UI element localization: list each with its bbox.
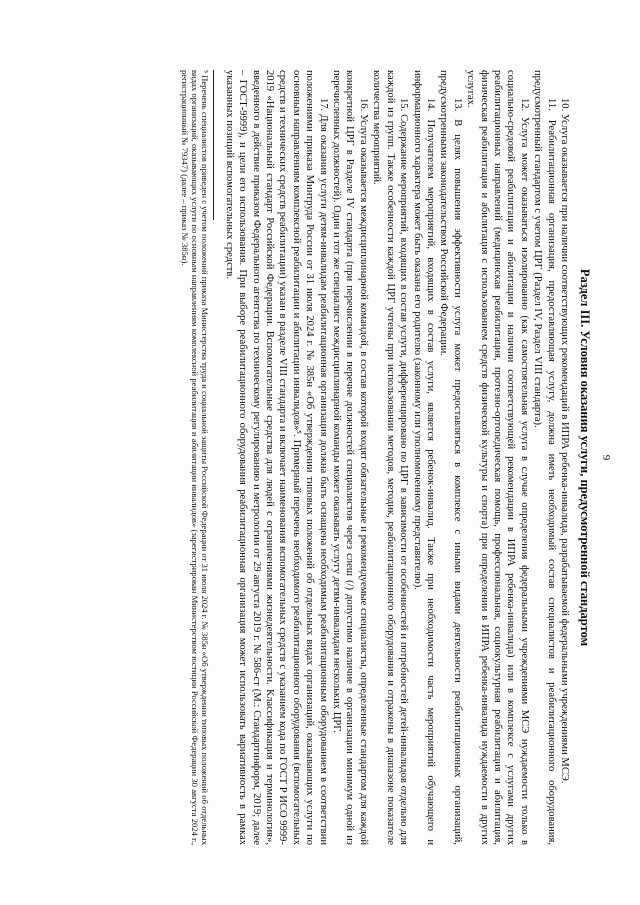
- footnote: ⁵ Перечень специалистов приведен с учетом положений приказа Министерства труда и социальной защиты Российской Федерации от 31 июля 2024 г. № 385н «Об утверждении типовых положений об отдельных видах организаций, оказывающих услуги по основным направлениям комплексной реабилитации и абилитации инвалидов» (зарегистрирован Министерством юстиции Российской Федерации 30 августа 2024 г., регистрационный № 79347) (далее – приказ № 385н).: [179, 70, 211, 845]
- paragraph-10: 10. Услуга оказывается при наличии соответствующих рекомендаций в ИПРА ребенка-инвалида, разрабатываемой федеральными учреждениями МСЭ.: [559, 98, 570, 784]
- page-number: 9: [600, 454, 612, 461]
- footnote-divider: [213, 70, 214, 220]
- section-title: Раздел III. Условия оказания услуги, предусмотренной стандартом: [578, 268, 592, 647]
- paragraph-16: 16. Услуга оказывается междисциплинарной командой, в состав которой входят обязательные и рекомендуемые специалисты, определенные стандартом для каждой конкретной ЦРГ в Разделе IV стандарта (при перечислении в перечне должностей специалистов через слеш (/) допустимо наличие в организации минимум одной из перечисленных должностей). Один и тот же специалист междисциплинарной команды может оказывать услугу детям-инвалидам нескольких ЦРГ.: [331, 70, 369, 845]
- paragraph-17: 17. Для оказания услуги детям-инвалидам реабилитационная организация должна быть оснащена необходимым реабилитационным оборудованием в соответствии положениями приказа Минтруда России от 31 июля 2024 г. № 385н «Об утверждении типовых положений об отдельных видах организаций, оказывающих услуги по основным направлениям комплексной реабилитации и абилитации инвалидов»⁵. Примерный перечень необходимого реабилитационного оборудования (вспомогательных средств и технических средств реабилитации) указан в разделе VIII стандарта и включает наименования вспомогательных средств с указанием кода по ГОСТ Р ИСО 9999-2019 «Национальный стандарт Российской Федерации. Вспомогательные средства для людей с ограничениями жизнедеятельности. Классификация и терминология», введенного в действие приказом Федерального агентства по техническому регулированию и метрологии от 29 августа 2019 г. № 586-ст (М.: Стандартинформ, 2019; далее – ГОСТ-9999), и цели его использования. При выборе реабилитационного оборудования реабилитационная организация может использовать вариативность в рамках указанных позиций вспомогательных средств.: [223, 70, 329, 845]
- paragraph-12: 12. Услуга может оказываться изолированно (как самостоятельная услуга в случае определения федеральными учреждениями МСЭ нуждаемости только в социально-средовой реабилитации и абилитации и наличии соответствующей рекомендации в ИПРА ребенка-инвалида) или в комплексе с услугами других реабилитационных направлений (медицинская реабилитация, протезно-ортопедическая помощь, профессиональная, социокультурная реабилитация и абилитация, физическая реабилитация и абилитация с использованием средств физической культуры и спорта) при определении в ИПРА ребенка-инвалида нуждаемости в других услугах.: [465, 70, 530, 845]
- paragraph-11: 11. Реабилитационная организация, предоставляющая услугу, должна иметь необходимый состав специалистов и реабилитационного оборудования, предусмотренный стандартом с учетом ЦРГ (Раздел IV, Раздел VIII стандарта).: [532, 70, 557, 845]
- paragraph-15: 15. Содержание мероприятий, входящих в состав услуги, дифференцировано по ЦРГ в зависимости от особенностей и потребностей детей-инвалидов отдельно для каждой из групп. Также особенности каждой ЦРГ учтены при использовании методов, методик, реабилитационного оборудования и отражены в диапазоне показателе количества мероприятий.: [371, 70, 410, 845]
- paragraph-14: 14. Получателем мероприятий, входящих в состав услуги, является ребенок-инвалид. Также при необходимости часть мероприятий обучающего и информационного характера может быть оказана его родителю (законному или уполномоченному представителю).: [411, 70, 436, 845]
- paragraph-13: 13. В целях повышения эффективности услуга может предоставляться в комплексе с иными видами деятельности реабилитационных организаций, предусмотренными законодательством Российской Федерации.: [438, 70, 463, 845]
